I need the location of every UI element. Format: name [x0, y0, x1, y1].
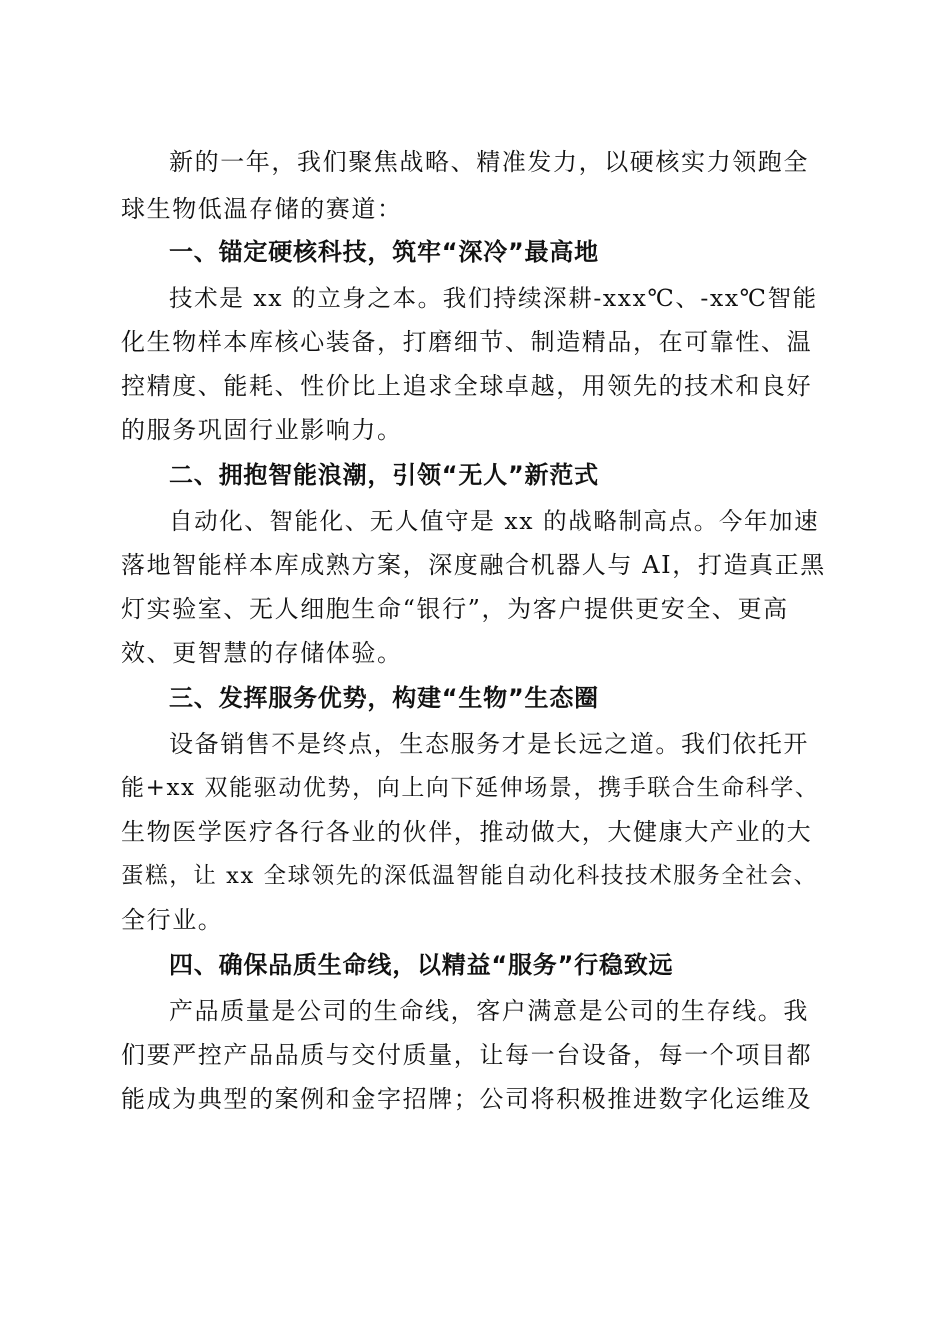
paragraph-line: 的服务巩固行业影响力。: [121, 416, 403, 444]
intro-line: 球生物低温存储的赛道：: [121, 195, 403, 223]
paragraph-line: 设备销售不是终点，生态服务才是长远之道。我们依托开: [169, 730, 809, 758]
paragraph-line: 能+xx 双能驱动优势，向上向下延伸场景，携手联合生命科学、: [121, 775, 820, 801]
section-heading: 四、确保品质生命线，以精益“服务”行稳致远: [169, 951, 674, 979]
section-heading: 二、拥抱智能浪潮，引领“无人”新范式: [169, 461, 599, 489]
paragraph-line: 能成为典型的案例和金字招牌；公司将积极推进数字化运维及: [121, 1085, 813, 1113]
paragraph-line: 效、更智慧的存储体验。: [121, 639, 403, 667]
paragraph-line: 控精度、能耗、性价比上追求全球卓越，用领先的技术和良好: [121, 372, 813, 400]
paragraph-line: 技术是 xx 的立身之本。我们持续深耕-xxx℃、-xx℃智能: [169, 284, 818, 312]
paragraph-line: 产品质量是公司的生命线，客户满意是公司的生存线。我: [169, 997, 809, 1025]
paragraph-line: 全行业。: [121, 906, 224, 934]
intro-line: 新的一年，我们聚焦战略、精准发力，以硬核实力领跑全: [169, 148, 809, 176]
paragraph-line: 蛋糕，让 xx 全球领先的深低温智能自动化科技技术服务全社会、: [121, 863, 818, 889]
paragraph-line: 灯实验室、无人细胞生命“银行”，为客户提供更安全、更高: [121, 595, 789, 623]
paragraph-line: 生物医学医疗各行各业的伙伴，推动做大，大健康大产业的大: [121, 818, 813, 846]
section-heading: 三、发挥服务优势，构建“生物”生态圈: [169, 684, 599, 712]
paragraph-line: 落地智能样本库成熟方案，深度融合机器人与 AI，打造真正黑: [121, 551, 826, 579]
paragraph-line: 们要严控产品品质与交付质量，让每一台设备，每一个项目都: [121, 1041, 813, 1069]
paragraph-line: 化生物样本库核心装备，打磨细节、制造精品，在可靠性、温: [121, 328, 813, 356]
section-heading: 一、锚定硬核科技，筑牢“深冷”最高地: [169, 238, 599, 266]
paragraph-line: 自动化、智能化、无人值守是 xx 的战略制高点。今年加速: [169, 507, 820, 535]
